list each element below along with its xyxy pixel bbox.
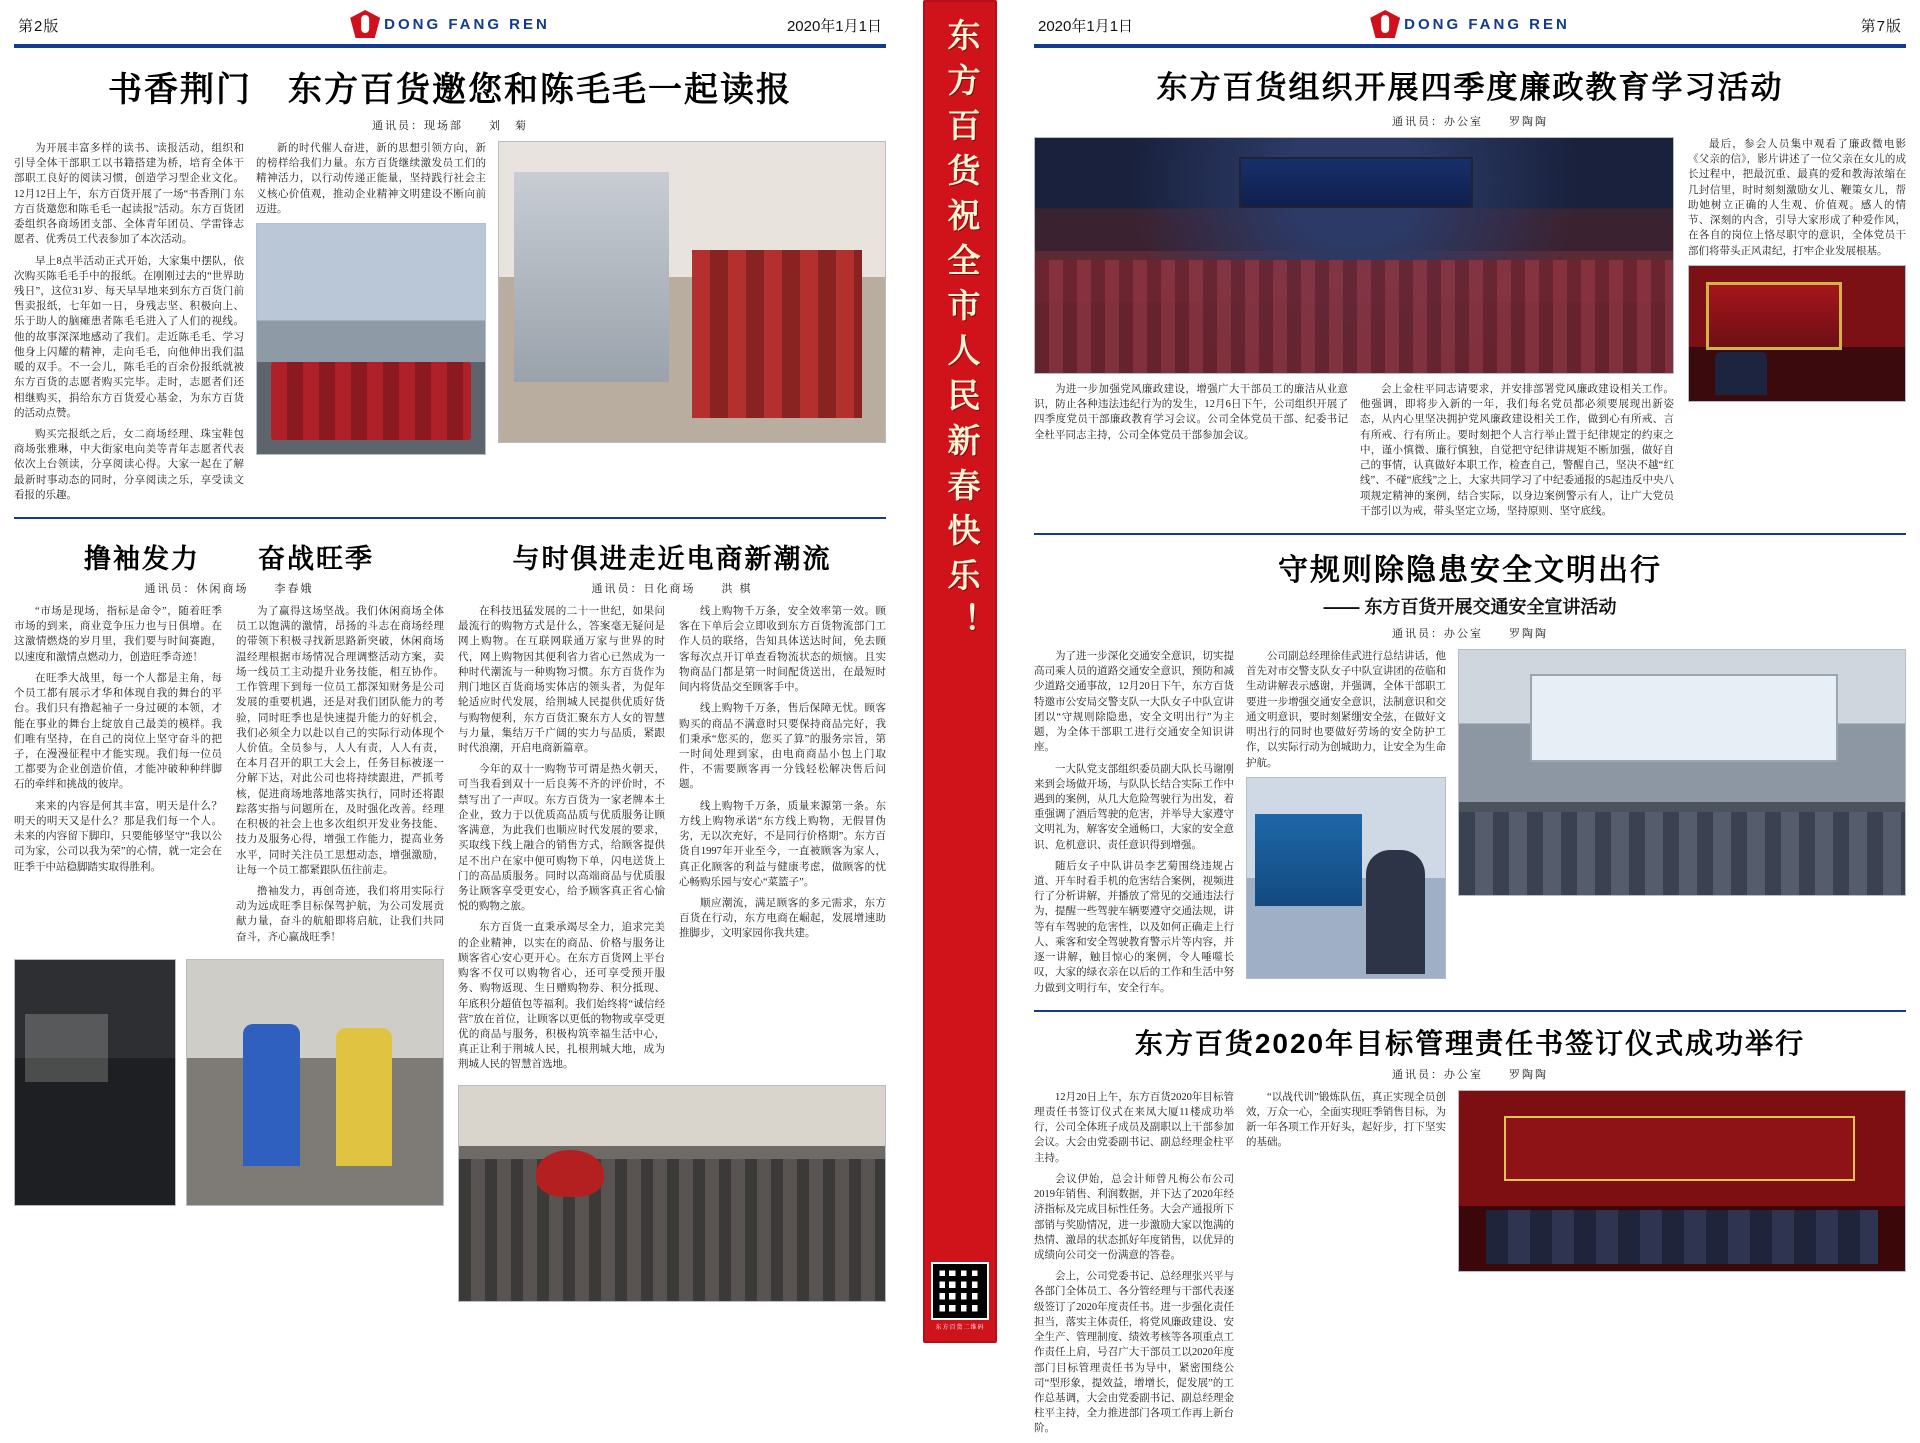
story-left-byline: 通讯员：休闲商场 李春娥 [144, 583, 314, 596]
story-left-headline: 撸袖发力 奋战旺季 [84, 544, 374, 575]
lead-para: 新的时代催人奋进，新的思想引领方向，新的榜样给我们力量。东方百货继续激发员工们的精神活力，以行动传递正能量，坚持践行社会主义核心价值观，推动企业精神文明建设不断向前迈进。 [256, 143, 486, 215]
story-right-byline: 通讯员：日化商场 洪 棋 [591, 583, 753, 596]
story-right-para: 在科技迅猛发展的二十一世纪，如果问最流行的购物方式是什么，答案毫无疑问是网上购物。在互联网联通万家与世界的时代，网上购物因其便利省力省心已然成为一种时代潮流与一种购物习惯。东方百货作为荆门地区百货商场实体店的领头者，为促年轮适应时代发展，给荆城人民提供优质好货与购物便利，东方百货汇聚东方人女的智慧与力量，集结万千广阔的实力与品质，紧跟时代浪潮，开启电商新篇章。 [458, 606, 665, 754]
center-spine [900, 0, 1020, 1343]
story-left-para: 撸袖发力，再创奇迹，我们将用实际行动为远成旺季目标保驾护航，为公司发展贡献力量，奋斗的航船即将启航，让我们共同奋斗，齐心赢战旺季！ [236, 885, 444, 943]
banner-text: 东方百货祝全市人民新春快乐！ [942, 18, 979, 648]
lead-byline-left: 通讯员：现场部 刘 菊 [372, 120, 528, 132]
right-page-number: 第7版 [1860, 17, 1902, 35]
qr-block [929, 1262, 991, 1331]
photo-classroom-audience [1458, 649, 1906, 896]
right-lead-para: 最后，参会人员集中观看了廉政微电影《父亲的信》，影片讲述了一位父亲在女儿的成长过程中，把最沉重、最真的爱和教海浓缩在几封信里，时时刻刻激励女儿、鞭策女儿，帮助她树立正确的人生观、价值观。感人的情节、深刻的内含，引导大家形成了种爱作风，在各自的岗位上恪尽职守的意识，全体党员干部们将带头正风肃纪，打牢企业发展根基。 [1688, 139, 1906, 257]
story-bottom-para: 会上，公司党委书记、总经理张兴平与各部门全体员工、各分管经理与干部代表逐级签订了2020年度责任书。进一步强化责任担当，落实主体责任，将党风廉政建设、安全生产、管理制度、绩效考核等各项重点工作责任上肩，号召广大干部员工以2020年度部门目标管理责任书为导中，紧密围绕公司“型形象，提效益，增增长，促发展”的工作总基调，大会由党委副书记、副总经理金柱平主持，全力推进部门各项工作再上新台阶。 [1034, 1271, 1234, 1435]
qr-code[interactable] [931, 1262, 989, 1320]
logo-wordmark: DONG FANG REN [1404, 15, 1570, 33]
story-bottom-headline: 东方百货2020年目标管理责任书签订仪式成功举行 [1134, 1027, 1806, 1059]
photo-speaker-podium [1246, 777, 1446, 979]
story-left-para: “市场是现场，指标是命令”，随着旺季市场的到来，商业竞争压力也与日俱增。在这激情燃烧的岁月里，我们要与时间赛跑，以速度和激情点燃动力，创造旺季奇迹！ [14, 606, 222, 663]
lead-para: 购买完报纸之后，女二商场经理、珠宝鞋包商场张雅琳，中大街家电向美等青年志愿者代表依次上台领读，分享阅读心得。大家一起在了解最新时事动态的同时，分享阅读之乐，享受读文看报的乐趣。 [14, 428, 244, 501]
story-right-para: 线上购物千万条，质量来源第一条。东方线上购物承诺“东方线上购物，无假冒伪劣，无以次充好，不是同行价格期”。东方百货自1997年开业至今，一直被顾客为家人，真正化顾客的利益与健康考虑，做顾客的忧心畅购乐园与安心“菜篮子”。 [679, 800, 886, 888]
lead-headline-right: 东方百货组织开展四季度廉政教育学习活动 [1156, 70, 1784, 105]
right-page [1020, 0, 1920, 1435]
qr-caption: 东方百货二维码 [935, 1325, 985, 1331]
story-left-para: 来来的内容是何其丰富，明天是什么？明天的明天又是什么？那是我们每一个人。未来的内容留下脚印，只要能够坚守“我以公司为家，公司以我为荣”的心情，就一定会在旺季干中站稳脚踏实取得胜利。 [14, 800, 222, 873]
lead-headline-left: 书香荆门 东方百货邀您和陈毛毛一起读报 [108, 71, 792, 109]
photo-signing-ceremony [1458, 1090, 1906, 1272]
story-right-para: 线上购物千万条，售后保障无忧。顾客购买的商品不满意时只要保持商品完好，我们秉承“您买的，您买了算”的服务宗旨，第一时间处理到家，由电商商品小包上门取件，不需要顾客再一分钱轻松解决售后问题。 [679, 703, 886, 791]
story-right-para: 顺应潮流，满足顾客的多元需求，东方百货在行动，东方电商在崛起，发展增速助推脚步，文明家园你我共建。 [679, 897, 886, 940]
lead-byline-right: 通讯员：办公室 罗陶陶 [1392, 116, 1548, 128]
story-bottom-para: 会议伊始，总会计师曾凡梅公布公司2019年销售、利润数据，并下达了2020年经济指标及完成目标性任务。大会产通报所下部销与奖励情况，进一步激励大家以饱满的热情、激昂的状态抓好年度销售，以优异的成绩向公司交一份满意的答卷。 [1034, 1173, 1234, 1261]
lead-para: 早上8点半活动正式开始，大家集中摆队，依次购买陈毛毛手中的报纸。在刚刚过去的“世界助残日”，这位31岁、每天早早地来到东方百货门前售卖报纸，七年如一日，身残志坚、积极向上、乐于助人的脑瘫患者陈毛毛进入了人们的视线。他的故事深深地感动了我们。走近陈毛毛、学习他身上闪耀的精神，走向毛毛，向他伸出我们温暖的双手。不一会儿，陈毛毛的百余份报纸就被东方百货的志愿者购买完毕。走时，志愿者们还相继购买，捐给东方百货爱心基金，为东方百货的活动点赞。 [14, 255, 244, 419]
left-page [0, 0, 900, 1343]
story-right-headline: 与时俱进走近电商新潮流 [512, 544, 832, 575]
story-mid-para: 一大队党支部组织委员副大队长马谢刚来到会场做开场，与队队长结合实际工作中遇到的案例，从几大危险驾驶行为出发，着重强调了酒后驾驶的危害，并举导大家遵守文明礼为，解客安全通畅口，大家的安全意识、危机意识、责任意识得到增强。 [1034, 763, 1234, 851]
story-mid-para: 随后女子中队讲员李艺菊围绕违规占道、开车时看手机的危害结合案例，视频进行了分析讲解，并播放了常见的交通违法行为，提醒一些驾驶车辆要遵守交通法规，讲等有车驾驶的危害性，以及如何正确走上行人、乘客和安全驾驶教育警示片等内容，并逐一讲解，触目惊心的案例，令人唾噬长叹，大家的绿衣亲在以后的工作和生活中努力做到文明行车，安全行车。 [1034, 860, 1234, 994]
logo-mark-icon [350, 10, 380, 38]
logo-wordmark: DONG FANG REN [384, 15, 550, 33]
story-bottom-byline: 通讯员：办公室 罗陶陶 [1392, 1068, 1548, 1081]
photo-sports-store [14, 959, 176, 1206]
masthead-logo-right [1370, 10, 1570, 38]
left-page-number: 第2版 [18, 17, 60, 35]
story-left-para: 在旺季大战里，每一个人都是主角，每个员工都有展示才华和体现自我的舞台的平台。我们只有撸起袖子一身过硬的本领，才能在事业的舞台上绽放自己最美的模样。我们唯有坚持，在自己的岗位上坚守奋斗的把子，在漫漫征程中才能实现。我们每一位员工都要为企业创造价值，才能冲破种种绊脚石的牵绊和挑战的彼岸。 [14, 672, 222, 791]
story-bottom-para: 12月20日上午，东方百货2020年目标管理责任书签订仪式在来凤大厦11楼成功举行，公司全体班子成员及副职以上干部参加会议。大会由党委副书记、副总经理金柱平主持。 [1034, 1091, 1234, 1164]
story-right-para: 东方百货一直秉承竭尽全力，追求完美的企业精神，以实在的商品、价格与服务让顾客省心安心更开心。在东方百货网上平台购客不仅可以购物省心，还可享受预开服务、购物返现、生日赠购物券、积分抵现、年底积分超值包等福利。我们始终将“诚信经营”放在首位，让顾客以更低的物物或享受更优的商品与服务，积极构筑幸福生活中心，真正让利于荆城人民，扎根荆城大地，成为荆城人民的智慧首选地。 [458, 922, 665, 1071]
section-divider-left [14, 517, 886, 519]
story-bottom-para: “以战代训”锻炼队伍，真正实现全员创效，万众一心，全面实现旺季销售目标，为新一年各项工作开好头，起好步，打下坚实的基础。 [1246, 1091, 1446, 1149]
story-mid-para: 公司副总经理徐佳武进行总结讲话，他首先对市交警支队女子中队宣讲团的莅临和生动讲解表示感谢，并强调，全体干部职工要进一步增强交通安全意识，法制意识和交通文明意识，要时刻紧绷安全弦，在做好文明出行的同时也要做好劳场的安全防护工作，以实际行动为创城助力，让安全为生命护航。 [1246, 650, 1446, 769]
story-mid-byline: 通讯员：办公室 罗陶陶 [1392, 627, 1548, 640]
logo-mark-icon [1370, 10, 1400, 38]
photo-mall-crowd [458, 1085, 886, 1302]
photo-reading-event-volunteers [498, 141, 886, 443]
section-divider-right-2 [1034, 1010, 1906, 1012]
photo-reading-event-street [256, 223, 486, 455]
right-date: 2020年1月1日 [1038, 17, 1134, 35]
right-masthead [1034, 10, 1906, 48]
photo-party-lecture-stage [1688, 265, 1906, 402]
story-right-para: 今年的双十一购物节可谓是热火朝天，可当我看到双十一后良莠不齐的评价时，不禁写出了一声叹。东方百货为一家老牌本土企业，致力于以优质高品质与优质服务让顾客满意，为此我们也顺应时代发展的要求，买取线下线上融合的销售方式，给顾客提供足不出户在家中便可购物下单，闪电送货上门的高品质服务。同时以高端商品与优质服务让顾客享受更安心，给予顾客真正省心愉悦的购物之旅。 [458, 764, 665, 913]
story-mid-subhead: —— 东方百货开展交通安全宣讲活动 [1323, 596, 1617, 617]
lead-para: 为开展丰富多样的读书、读报活动，组织和引导全体干部职工以书籍搭建为桥，培育全体干部职工良好的阅读习惯，创造学习型企业文化。12月12日上午，东方百货开展了一场“书香荆门 东方百货邀您和陈毛毛一起读报”活动。东方百货团委组织各商场团支部、全体青年团员、学雷锋志愿者、优秀员工代表参加了本次活动。 [14, 143, 244, 246]
left-masthead [14, 10, 886, 48]
story-right-para: 线上购物千万条，安全效率第一效。顾客在下单后会立即收到东方百货物流部门工作人员的联络，告知具体送达时间，免去顾客每次点开订单查看物流状态的烦恼。且实物商品门都是第一时间配货送出，在最短时间内将货品交至顾客手中。 [679, 606, 886, 694]
masthead-logo-left [350, 10, 550, 38]
section-divider-right-1 [1034, 533, 1906, 535]
story-mid-headline: 守规则除隐患安全文明出行 [1278, 553, 1662, 587]
new-year-banner [923, 0, 997, 1343]
left-date: 2020年1月1日 [786, 17, 882, 35]
story-left-para: 为了赢得这场坚战。我们休闲商场全体员工以饱满的激情，昂扬的斗志在商场经理的带领下积极寻找新思路新突破，休闲商场温经理根据市场情况合理调整活动方案，卖场一线员工主动提升业务技能，相互协作。工作管理下到每一位员工都深知财务是公司发展的重要机遇，还是对我们团队能力的考验，同时旺季也是快速提升能力的好机会，我们必须全力以赴以自己的实际行动体现个人价值。全员参与，人人有责，人人有责，在本月召开的职工大会上，任务目标被逐一分解下达，对此公司也将持续跟进，严抓考核，促进商场地落地落实执行，同时还将跟踪落实指与问题所在，及时强化改善。经理在积极的社会上也多次组织开发业务技能、技力及服务心得，增强工作能力，提高业务水平，同时关注员工思想动态，增强激励，让每一个员工都紧跟队伍往前走。 [236, 606, 444, 876]
right-lead-para: 为进一步加强党风廉政建设，增强广大干部员工的廉洁从业意识，防止各种违法违纪行为的发生，12月6日下午，公司组织开展了四季度党员干部廉政教育学习会议。公司全体党员干部、纪委书记全杜平同志主持，公司全体党员干部参加会议。 [1034, 384, 1348, 441]
photo-young-shoppers [186, 959, 444, 1206]
photo-training-hall [1034, 137, 1674, 374]
right-lead-para: 会上金柱平同志请要求，并安排部署党风廉政建设相关工作。他强调，即将步入新的一年，我们每名党员都必须要展现出新姿态，从内心里坚决拥护党风廉政建设相关工作，做到心有所戒、言有所戒、行有所止。要时刻把个人言行举止置于纪律规定的约束之中，谨小慎微、廉行慎独，自觉把守纪律讲规矩不断加强，做好自己的事情，认真做好本职工作，检查自己，警醒自己，坚决不越“红线”、不碰“底线”之上，大家共同学习了中纪委通报的5起违反中央八项规定精神的案例，结合实际，以身边案例警示有人，让广大党员干部引以为戒，带头坚定立场，坚持原则、坚守底线。 [1360, 384, 1674, 517]
story-mid-para: 为了进一步深化交通安全意识，切实提高司乘人员的道路交通安全意识，预防和减少道路交通事故，12月20日下午，东方百货特邀市公安局交警支队一大队女子中队宣讲团以“守规则除隐患，安全文明出行”为主题，为全体干部职工进行交通安全知识讲座。 [1034, 650, 1234, 754]
